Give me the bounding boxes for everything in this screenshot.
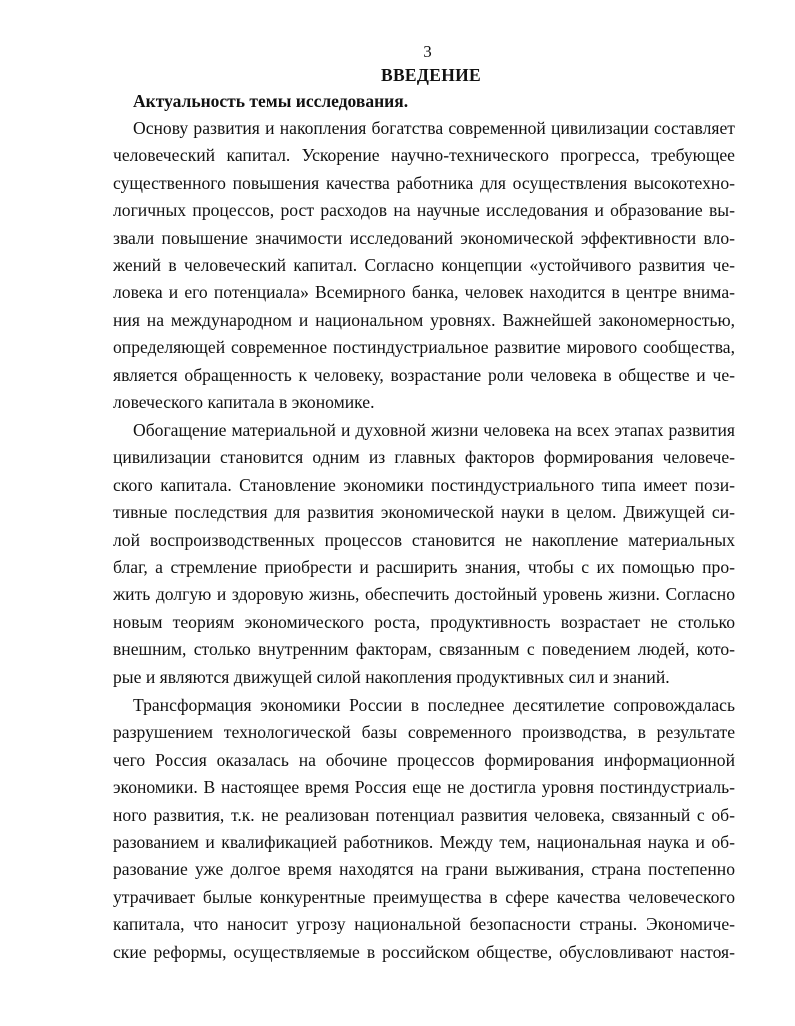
text-line: Обогащение материальной и духовной жизни человека на всех этапах развития (133, 420, 735, 440)
text-line: утрачивает былые конкурентные преимущества в сфере качества человеческого (113, 886, 735, 907)
paragraph-text (113, 115, 735, 416)
text-line: ские реформы, осуществляемые в российском обществе, обусловливают настоя- (113, 941, 735, 962)
text-line: ного развития, т.к. не реализован потенциал развития человека, связанный с об- (113, 804, 735, 825)
text-line: звали повышение значимости исследований экономической эффективности вло- (113, 227, 735, 248)
text-line: экономики. В настоящее время Россия еще не достигла уровня постиндустриаль- (113, 777, 735, 798)
text-line: рые и являются движущей силой накопления продуктивных сил и знаний. (113, 666, 670, 687)
text-line: человеческий капитал. Ускорение научно-технического прогресса, требующее (113, 145, 735, 166)
text-line: внешним, столько внутренним факторам, связанным с поведением людей, кото- (113, 639, 735, 660)
text-line: чего Россия оказалась на обочине процессов формирования информационной (113, 749, 735, 770)
text-line: лой воспроизводственных процессов становится не накопление материальных (113, 529, 735, 550)
text-line: Трансформация экономики России в последнее десятилетие сопровождалась (133, 695, 735, 715)
section-heading: ВВЕДЕНИЕ (380, 65, 482, 85)
subsection-heading: Актуальность темы исследования. (133, 91, 409, 111)
paragraph-text (113, 417, 735, 691)
text-line: ловеческого капитала в экономике. (113, 392, 375, 413)
text-line: ского капитала. Становление экономики постиндустриального типа имеет пози- (113, 474, 735, 495)
text-line: капитала, что наносит угрозу национальной безопасности страны. Экономиче- (113, 914, 735, 935)
paragraph-3 (113, 692, 735, 966)
text-line: логичных процессов, рост расходов на научные исследования и образование вы- (113, 200, 735, 221)
text-line: ловека и его потенциала» Всемирного банка, человек находится в центре внима- (113, 282, 735, 303)
text-line: благ, а стремление приобрести и расширить знания, чтобы с их помощью про- (113, 557, 735, 578)
text-line: разование уже долгое время находятся на грани выживания, страна постепенно (113, 859, 735, 880)
paragraph-2 (113, 417, 735, 691)
text-line: новым теориям экономического роста, продуктивность возрастает не столько (113, 611, 735, 632)
text-line: ния на международном и национальном уровнях. Важнейшей закономерностью, (113, 309, 735, 330)
text-line: цивилизации становится одним из главных факторов формирования человече- (113, 447, 735, 468)
text-line: Основу развития и накопления богатства современной цивилизации составляет (133, 118, 735, 138)
text-line: существенного повышения качества работника для осуществления высокотехно- (113, 172, 735, 193)
text-line: жить долгую и здоровую жизнь, обеспечить достойный уровень жизни. Согласно (113, 584, 735, 605)
text-line: определяющей современное постиндустриальное развитие мирового сообщества, (113, 337, 735, 358)
text-line: жений в человеческий капитал. Согласно концепции «устойчивого развития че- (113, 255, 735, 276)
text-line: разрушением технологической базы современного производства, в результате (113, 722, 735, 743)
paragraph-1 (113, 115, 735, 416)
page-number: 3 (423, 42, 432, 61)
paragraph-text (113, 692, 735, 966)
text-line: тивные последствия для развития экономической науки в целом. Движущей си- (113, 502, 735, 523)
text-line: является обращенность к человеку, возрастание роли человека в обществе и че- (113, 364, 735, 385)
text-line: разованием и квалификацией работников. Между тем, национальная наука и об- (113, 832, 735, 853)
